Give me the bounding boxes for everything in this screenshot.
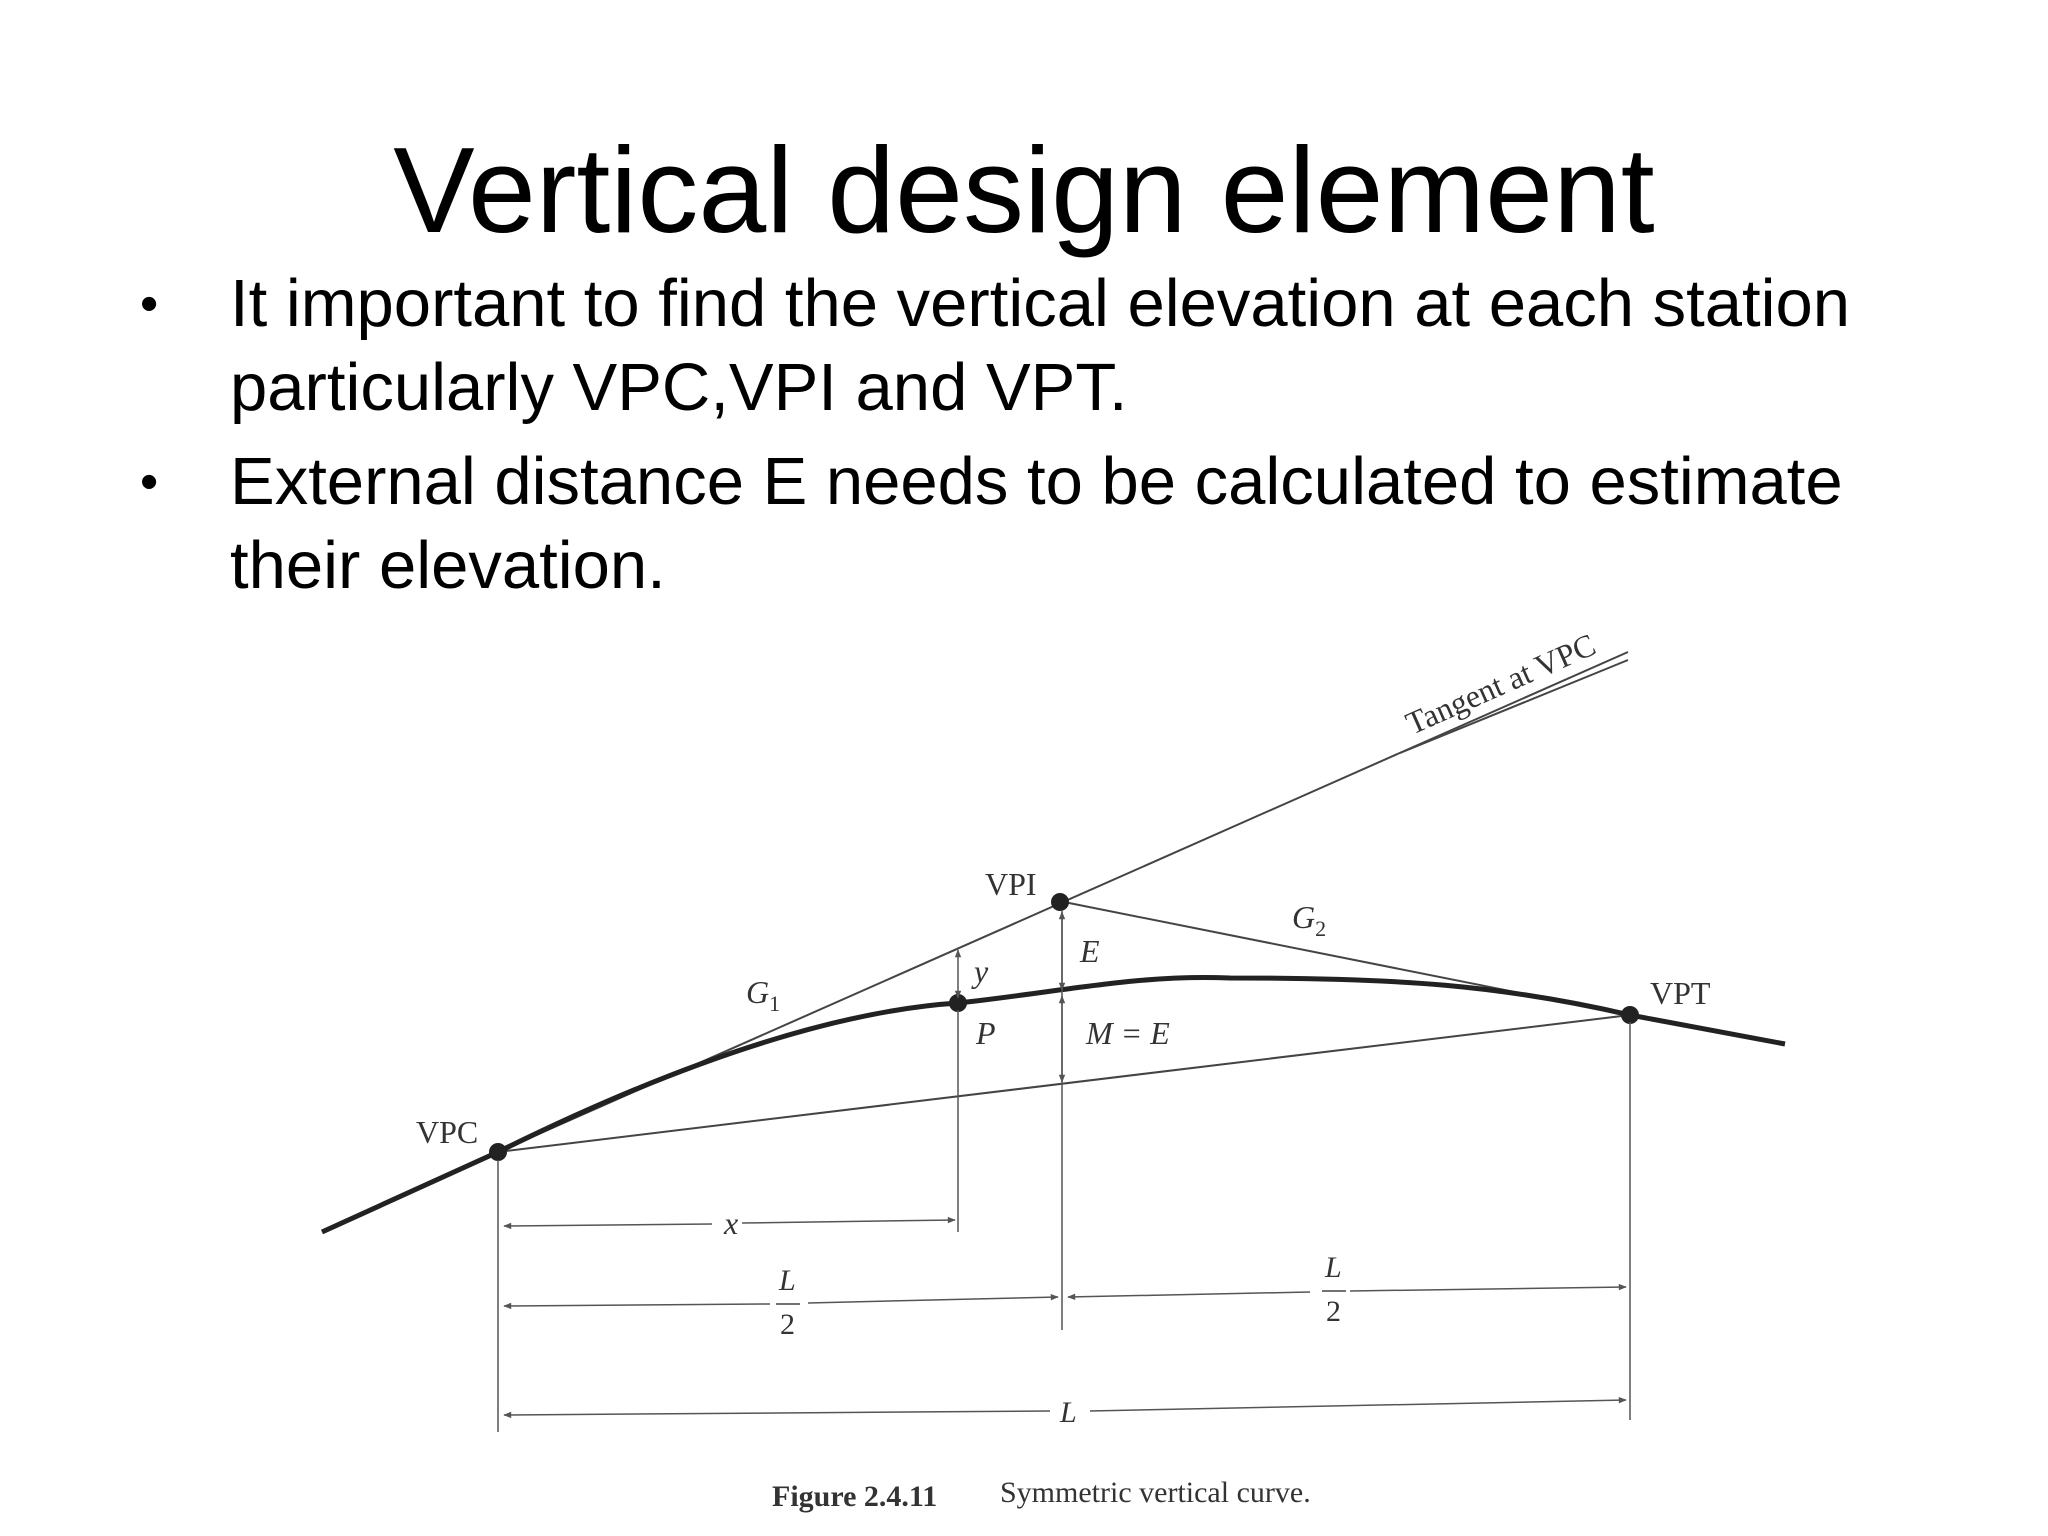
l-dimension-line — [504, 1411, 1050, 1415]
l-half-numerator: L — [779, 1264, 796, 1297]
figure-caption-text: Symmetric vertical curve. — [1000, 1476, 1311, 1509]
x-dimension-line — [742, 1220, 955, 1223]
bullet-dot-icon: • — [140, 453, 159, 511]
bullet-text: It important to find the vertical elevation at each station particularly VPC,VPI and VPT. — [230, 266, 1851, 425]
bullet-text: External distance E needs to be calculated to estimate their elevation. — [230, 444, 1843, 603]
p-label: P — [976, 1015, 996, 1051]
vpc-point-icon — [489, 1143, 507, 1161]
l-label: L — [1060, 1396, 1077, 1429]
vpi-point-icon — [1051, 893, 1069, 911]
l-half-right-line — [1068, 1292, 1310, 1297]
slide-title: Vertical design element — [393, 122, 1655, 258]
vpi-label: VPI — [985, 866, 1037, 902]
l-half-right-line — [1350, 1287, 1626, 1291]
l-half-left-line — [808, 1297, 1058, 1303]
vpt-label: VPT — [1650, 975, 1711, 1011]
bullet-dot-icon: • — [140, 275, 159, 333]
vpt-point-icon — [1621, 1006, 1639, 1024]
l-half-denominator: 2 — [780, 1308, 795, 1341]
e-label: E — [1080, 933, 1100, 969]
figure-caption-number: Figure 2.4.11 — [772, 1480, 938, 1513]
g1-label: $G_1$ — [746, 974, 781, 1016]
tangent-label: Tangent at VPC — [1400, 626, 1601, 742]
g2-label: $G_2$ — [1292, 899, 1327, 941]
x-dimension-line — [504, 1224, 712, 1226]
l-half-left-line — [504, 1304, 770, 1306]
vertical-curve — [322, 977, 1785, 1232]
l-dimension-line — [1090, 1400, 1626, 1411]
m-equals-e-label: M = E — [1086, 1015, 1170, 1051]
vpc-label: VPC — [416, 1114, 479, 1150]
chord-line — [498, 1015, 1630, 1152]
l-half-denominator: 2 — [1326, 1295, 1341, 1328]
l-half-numerator: L — [1325, 1251, 1342, 1284]
x-label: x — [724, 1205, 739, 1241]
y-label: y — [974, 953, 989, 989]
